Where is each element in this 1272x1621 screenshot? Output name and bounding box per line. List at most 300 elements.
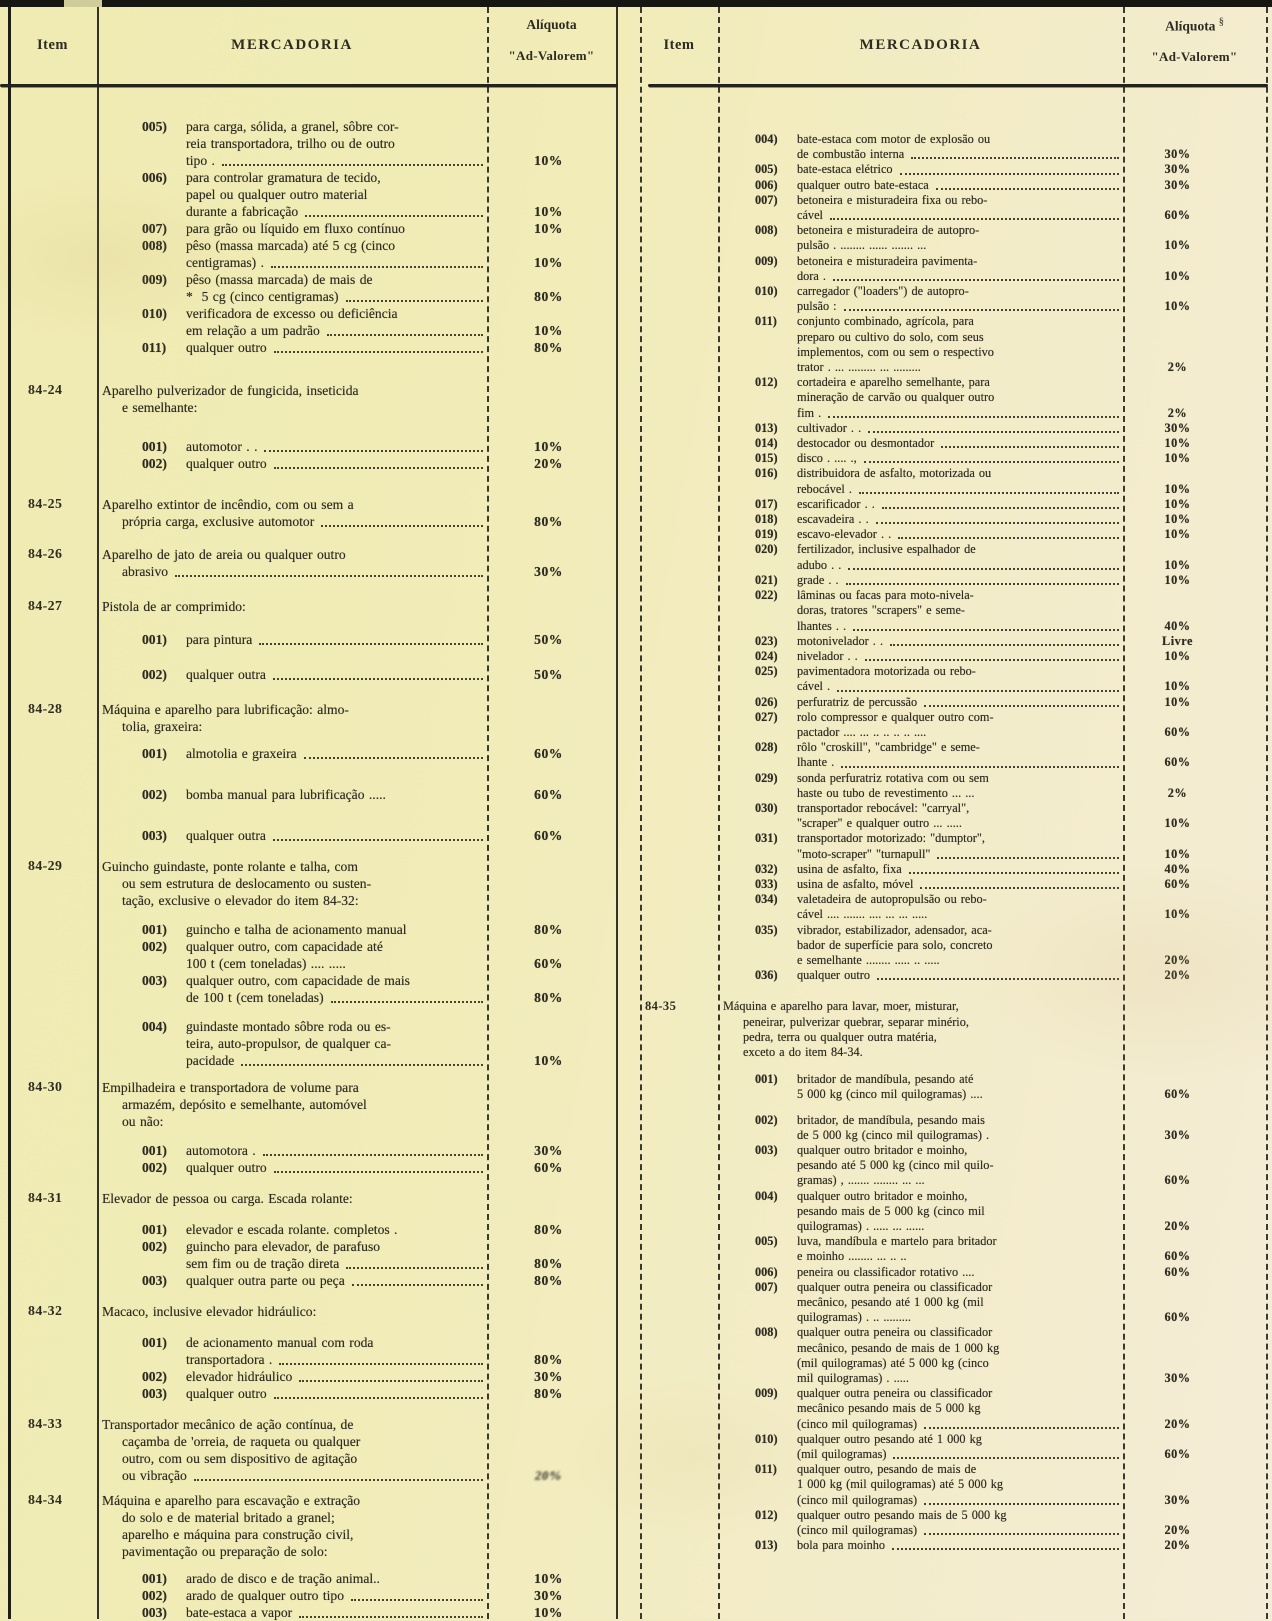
rate-value: 50%	[534, 632, 563, 647]
rate-value: 60%	[534, 956, 563, 971]
line-text: transportador motorizado: "dumptor",	[797, 831, 985, 846]
rate-value: 60%	[534, 1160, 563, 1175]
text-line	[142, 118, 487, 135]
text-line	[755, 1128, 1123, 1143]
text-line	[142, 1035, 487, 1052]
text-line	[142, 322, 487, 339]
text-line	[142, 220, 487, 237]
entry-text	[750, 634, 1123, 649]
entry-text	[137, 169, 487, 220]
item-code: 84-28	[28, 702, 63, 717]
text-line	[723, 1015, 1123, 1030]
subitem-number: 001)	[142, 1222, 167, 1237]
rate-value: 30%	[1164, 420, 1191, 435]
item-code	[640, 132, 718, 162]
subitem-number: 011)	[142, 340, 167, 355]
entry-text	[97, 1492, 487, 1560]
rate-value: 10%	[1164, 572, 1191, 587]
text-line	[142, 339, 487, 356]
tariff-subitem-row	[640, 573, 1266, 588]
text-line	[755, 482, 1123, 497]
item-code	[640, 801, 718, 831]
line-text: guincho para elevador, de parafuso	[186, 1239, 381, 1254]
line-text: conjunto combinado, agrícola, para	[797, 314, 974, 329]
dot-leader	[859, 482, 1119, 494]
text-line	[102, 1190, 487, 1207]
tariff-subitem-row	[640, 284, 1266, 314]
tariff-subitem-row	[640, 1234, 1266, 1264]
subitem-number: 003)	[142, 973, 167, 988]
item-code	[8, 827, 97, 844]
rate-value: Livre	[1162, 633, 1193, 648]
text-line	[755, 1189, 1123, 1204]
line-text: fim .	[797, 405, 822, 420]
line-text: rôlo "croskill", "cambridge" e seme-	[797, 740, 980, 755]
text-line	[142, 955, 487, 972]
tariff-subitem-row	[640, 1432, 1266, 1462]
tariff-subitem-row	[8, 455, 616, 472]
subitem-number: 002)	[142, 787, 167, 802]
item-code	[640, 451, 718, 466]
subitem-number: 036)	[755, 968, 778, 983]
item-code	[8, 1587, 97, 1604]
tariff-subitem-row	[8, 631, 616, 648]
item-code	[8, 745, 97, 762]
text-line	[755, 406, 1123, 421]
subitem-number: 034)	[755, 892, 778, 907]
rate-value: 80%	[534, 1256, 563, 1271]
entry-text	[137, 1018, 487, 1069]
tariff-subitem-row	[8, 1272, 616, 1289]
subitem-number: 014)	[755, 436, 778, 451]
entry-text	[750, 710, 1123, 740]
item-code	[8, 169, 97, 220]
rate-value: 10%	[534, 221, 563, 236]
tariff-subitem-row	[8, 118, 616, 169]
subitem-number: 004)	[142, 1019, 167, 1034]
dot-leader	[924, 695, 1119, 707]
line-text: para controlar gramatura de tecido,	[186, 170, 381, 185]
tariff-subitem-row	[640, 466, 1266, 496]
subitem-number: 010)	[142, 306, 167, 321]
text-line	[755, 1265, 1123, 1280]
rate-value: 40%	[1164, 618, 1191, 633]
line-text: cortadeira e aparelho semelhante, para	[797, 375, 990, 390]
rate-value: 10%	[1164, 527, 1191, 542]
entry-text	[750, 801, 1123, 831]
line-text: preparo ou cultivo do solo, com seus	[797, 329, 984, 344]
line-text: em relação a um padrão	[186, 323, 320, 338]
line-text: pulsão :	[797, 299, 837, 314]
text-line	[102, 546, 487, 563]
line-text: automotora .	[186, 1143, 256, 1158]
text-line	[142, 1587, 487, 1604]
tariff-heading-row	[640, 999, 1266, 1060]
entry-text	[750, 527, 1123, 542]
text-line	[755, 1417, 1123, 1432]
item-code	[8, 1334, 97, 1368]
rate-value: 20%	[1164, 968, 1191, 983]
text-line	[142, 438, 487, 455]
line-text: pactador .... ... .. .. .. .. ....	[797, 724, 927, 739]
line-text: 5 000 kg (cinco mil quilogramas) ....	[797, 1087, 983, 1102]
line-text: pesando mais de 5 000 kg (cinco mil	[797, 1203, 985, 1218]
tariff-heading-row	[8, 598, 616, 615]
text-line	[142, 666, 487, 683]
entry-text	[137, 972, 487, 1006]
tariff-subitem-row	[640, 710, 1266, 740]
entry-text	[137, 118, 487, 169]
rate-value: 10%	[534, 204, 563, 219]
entry-text	[750, 1386, 1123, 1432]
text-line	[102, 496, 487, 513]
tariff-subitem-row	[640, 740, 1266, 770]
text-line	[102, 598, 487, 615]
line-text: bola para moinho	[797, 1538, 886, 1553]
text-line	[142, 271, 487, 288]
rate-value: 10%	[1164, 679, 1191, 694]
table-middle-border	[616, 7, 618, 1619]
dot-leader	[271, 254, 483, 268]
entry-text	[750, 542, 1123, 572]
line-text: * 5 cg (cinco centigramas)	[186, 289, 339, 304]
line-text: destocador ou desmontador	[797, 436, 935, 451]
text-line	[723, 1030, 1123, 1045]
text-line	[142, 169, 487, 186]
tariff-subitem-row	[640, 1072, 1266, 1102]
item-code: 84-35	[645, 999, 677, 1014]
line-text: 1 000 kg (mil quilogramas) até 5 000 kg	[797, 1477, 1004, 1492]
text-line	[755, 619, 1123, 634]
column-header-item: Item	[663, 37, 695, 53]
dot-leader	[299, 1604, 483, 1618]
rate-value: 10%	[1164, 557, 1191, 572]
ink-mark: §	[1218, 17, 1224, 28]
tariff-subitem-row	[8, 339, 616, 356]
entry-text	[137, 1587, 487, 1604]
item-code	[8, 921, 97, 938]
text-line	[755, 1447, 1123, 1462]
rate-value: 10%	[1164, 512, 1191, 527]
tariff-heading-row	[8, 1079, 616, 1130]
tariff-subitem-row	[640, 542, 1266, 572]
text-line	[755, 573, 1123, 588]
line-text: escavadeira . .	[797, 512, 869, 527]
line-text: pêso (massa marcada) até 5 cg (cinco	[186, 238, 396, 253]
dot-leader	[331, 989, 483, 1003]
text-line	[755, 360, 1123, 375]
tariff-column-left	[8, 88, 616, 1621]
entry-text	[750, 1508, 1123, 1538]
text-line	[755, 330, 1123, 345]
rate-value: 10%	[1164, 694, 1191, 709]
dot-leader	[864, 451, 1119, 463]
text-line	[755, 512, 1123, 527]
entry-text	[750, 1325, 1123, 1386]
rate-value: 10%	[1164, 816, 1191, 831]
line-text: de acionamento manual com roda	[186, 1335, 374, 1350]
subitem-number: 008)	[755, 223, 778, 238]
tariff-subitem-row	[640, 649, 1266, 664]
tariff-subitem-row	[640, 664, 1266, 694]
subitem-number: 011)	[755, 1462, 777, 1477]
subitem-number: 002)	[142, 1588, 167, 1603]
dot-leader	[877, 968, 1119, 980]
text-line	[102, 892, 487, 909]
rate-value: 60%	[1164, 208, 1191, 223]
entry-text	[750, 771, 1123, 801]
line-text: qualquer outro	[186, 1160, 267, 1175]
subitem-number: 003)	[142, 1386, 167, 1401]
entry-text	[750, 314, 1123, 375]
line-text: motonivelador . .	[797, 633, 884, 648]
text-line	[755, 771, 1123, 786]
item-code	[8, 1604, 97, 1621]
subitem-number: 003)	[142, 828, 167, 843]
line-text: escavo-elevador . .	[797, 527, 892, 542]
text-line	[102, 701, 487, 718]
subitem-number: 028)	[755, 740, 778, 755]
text-line	[755, 1341, 1123, 1356]
rate-value: 30%	[534, 1369, 563, 1384]
line-text: qualquer outro, com capacidade de mais	[186, 973, 410, 988]
entry-text	[750, 421, 1123, 436]
column-header-aliquota	[487, 7, 616, 84]
rate-value: 2%	[1167, 785, 1188, 800]
line-text: luva, mandíbula e martelo para britador	[797, 1234, 997, 1249]
text-line	[142, 786, 487, 803]
line-text: "scraper" e qualquer outro ... .....	[797, 816, 962, 831]
tariff-subitem-row	[640, 831, 1266, 861]
text-line	[755, 147, 1123, 162]
dot-leader	[892, 1538, 1119, 1550]
line-text: cável .	[797, 679, 831, 694]
line-text: cultivador . .	[797, 420, 862, 435]
text-line	[102, 1509, 487, 1526]
text-line	[142, 1272, 487, 1289]
dot-leader	[279, 1351, 483, 1365]
text-line	[755, 542, 1123, 557]
dot-leader	[352, 1272, 483, 1286]
dot-leader	[890, 634, 1119, 646]
item-code	[640, 710, 718, 740]
item-code: 84-34	[28, 1493, 63, 1508]
text-line	[755, 254, 1123, 269]
dot-leader	[263, 1142, 483, 1156]
subitem-number: 013)	[755, 420, 778, 435]
item-code	[640, 162, 718, 177]
rate-value: 60%	[1164, 876, 1191, 891]
tariff-subitem-row	[8, 745, 616, 762]
item-code	[8, 1368, 97, 1385]
tariff-subitem-row	[640, 862, 1266, 877]
subitem-number: 017)	[755, 496, 778, 511]
line-text: qualquer outro	[186, 1386, 267, 1401]
item-code	[8, 666, 97, 683]
line-text: arado de disco e de tração animal..	[186, 1571, 380, 1586]
subitem-number: 008)	[755, 1325, 778, 1340]
tariff-subitem-row	[640, 1508, 1266, 1538]
subitem-number: 013)	[755, 1538, 778, 1553]
line-text: Máquina e aparelho para escavação e extração	[102, 1493, 361, 1508]
dot-leader	[837, 679, 1119, 691]
text-line	[755, 375, 1123, 390]
item-code	[640, 512, 718, 527]
item-code	[8, 938, 97, 972]
text-line	[142, 827, 487, 844]
line-text: mineração de carvão ou qualquer outro	[797, 390, 995, 405]
line-text: rolo compressor e qualquer outro com-	[797, 709, 994, 724]
rate-value: 30%	[1164, 147, 1191, 162]
item-code: 84-25	[28, 497, 63, 512]
item-code	[640, 223, 718, 253]
rate-value: 10%	[534, 439, 563, 454]
text-line	[102, 1303, 487, 1320]
text-line	[142, 288, 487, 305]
entry-text	[137, 1238, 487, 1272]
subitem-number: 018)	[755, 512, 778, 527]
subitem-number: 011)	[755, 314, 777, 329]
item-code	[640, 695, 718, 710]
text-line	[755, 1401, 1123, 1416]
text-line	[142, 254, 487, 271]
text-line	[755, 1538, 1123, 1553]
aliquota-label: Alíquota	[526, 17, 577, 32]
dot-leader	[865, 649, 1119, 661]
line-text: qualquer outra peneira ou classificador	[797, 1325, 993, 1340]
line-text: guincho e talha de acionamento manual	[186, 922, 407, 937]
subitem-number: 001)	[142, 1571, 167, 1586]
entry-text	[750, 466, 1123, 496]
entry-text	[137, 1385, 487, 1402]
line-text: pavimentação ou preparação de solo:	[122, 1544, 328, 1559]
text-line	[755, 892, 1123, 907]
tariff-subitem-row	[640, 695, 1266, 710]
item-code	[640, 831, 718, 861]
subitem-number: 010)	[755, 284, 778, 299]
entry-text	[750, 436, 1123, 451]
text-line	[755, 664, 1123, 679]
entry-text	[97, 701, 487, 735]
text-line	[755, 831, 1123, 846]
item-code	[640, 862, 718, 877]
tariff-subitem-row	[8, 666, 616, 683]
line-text: Aparelho extintor de incêndio, com ou sem a	[102, 497, 354, 512]
item-code	[8, 339, 97, 356]
dot-leader	[241, 1052, 483, 1066]
subitem-number: 002)	[755, 1112, 778, 1127]
line-text: nivelador . .	[797, 648, 858, 663]
tariff-subitem-row	[8, 1604, 616, 1621]
item-code	[640, 1280, 718, 1326]
subitem-number: 016)	[755, 466, 778, 481]
subitem-number: 030)	[755, 800, 778, 815]
rate-value: 20%	[534, 456, 563, 471]
text-line	[755, 284, 1123, 299]
text-line	[102, 1096, 487, 1113]
subitem-number: 001)	[142, 922, 167, 937]
rate-value: 10%	[534, 255, 563, 270]
text-line	[755, 421, 1123, 436]
item-code	[640, 314, 718, 375]
tariff-subitem-row	[640, 923, 1266, 969]
text-line	[102, 718, 487, 735]
line-text: doras, tratores "scrapers" e seme-	[797, 603, 966, 618]
tariff-subitem-row	[640, 1386, 1266, 1432]
item-code: 84-29	[28, 859, 63, 874]
line-text: carregador ("loaders") de autopro-	[797, 284, 969, 299]
rate-value: 10%	[1164, 496, 1191, 511]
tariff-heading-row	[8, 858, 616, 909]
line-text: gramas) , ....... ........ ... ...	[797, 1173, 925, 1188]
column-header-mercadoria: MERCADORIA	[231, 37, 353, 53]
text-line	[755, 938, 1123, 953]
text-line	[755, 588, 1123, 603]
item-code	[8, 1385, 97, 1402]
tariff-subitem-row	[640, 254, 1266, 284]
header-rule-right	[648, 84, 1268, 87]
item-code: 84-30	[28, 1080, 63, 1095]
line-text: sonda perfuratriz rotativa com ou sem	[797, 770, 989, 785]
subitem-number: 007)	[755, 1279, 778, 1294]
subitem-number: 003)	[142, 1605, 167, 1620]
line-text: tolia, graxeira:	[122, 719, 203, 734]
text-line	[723, 1045, 1123, 1060]
line-text: implementos, com ou sem o respectivo	[797, 344, 994, 359]
tariff-heading-row	[8, 1492, 616, 1560]
text-line	[755, 710, 1123, 725]
subitem-number: 009)	[142, 272, 167, 287]
subitem-number: 008)	[142, 238, 167, 253]
line-text: peneira ou classificador rotativo ....	[797, 1264, 975, 1279]
dot-leader	[876, 512, 1119, 524]
rate-value: 60%	[1164, 1173, 1191, 1188]
tariff-subitem-row	[8, 1018, 616, 1069]
tariff-subitem-row	[640, 1280, 1266, 1326]
line-text: qualquer outra peneira ou classificador	[797, 1279, 993, 1294]
rate-value: 30%	[1164, 1492, 1191, 1507]
text-line	[755, 1280, 1123, 1295]
text-line	[755, 786, 1123, 801]
line-text: lâminas ou facas para moto-nivela-	[797, 588, 974, 603]
line-text: automotor . .	[186, 439, 258, 454]
entry-text	[750, 862, 1123, 877]
line-text: pesando até 5 000 kg (cinco mil quilo-	[797, 1158, 994, 1173]
entry-text	[750, 664, 1123, 694]
tariff-subitem-row	[8, 1587, 616, 1604]
line-text: para grão ou líquido em fluxo contínuo	[186, 221, 405, 236]
line-text: Máquina e aparelho para lavar, moer, misturar,	[723, 999, 959, 1014]
item-code	[640, 1189, 718, 1235]
line-text: Máquina e aparelho para lubrificação: almo-	[102, 702, 349, 717]
line-text: dora .	[797, 268, 826, 283]
item-code: 84-31	[28, 1191, 63, 1206]
rate-value: 80%	[534, 1386, 563, 1401]
line-text: "moto-scraper" "turnapull"	[797, 846, 931, 861]
text-line	[142, 631, 487, 648]
dot-leader	[346, 288, 483, 302]
text-line	[142, 1570, 487, 1587]
text-line	[755, 1371, 1123, 1386]
rate-value: 80%	[534, 1273, 563, 1288]
line-text: trator . ... ......... ... .........	[797, 360, 921, 375]
tariff-subitem-row	[640, 497, 1266, 512]
entry-text	[750, 588, 1123, 634]
item-code	[640, 1386, 718, 1432]
text-line	[755, 269, 1123, 284]
text-line	[755, 162, 1123, 177]
text-line	[142, 305, 487, 322]
